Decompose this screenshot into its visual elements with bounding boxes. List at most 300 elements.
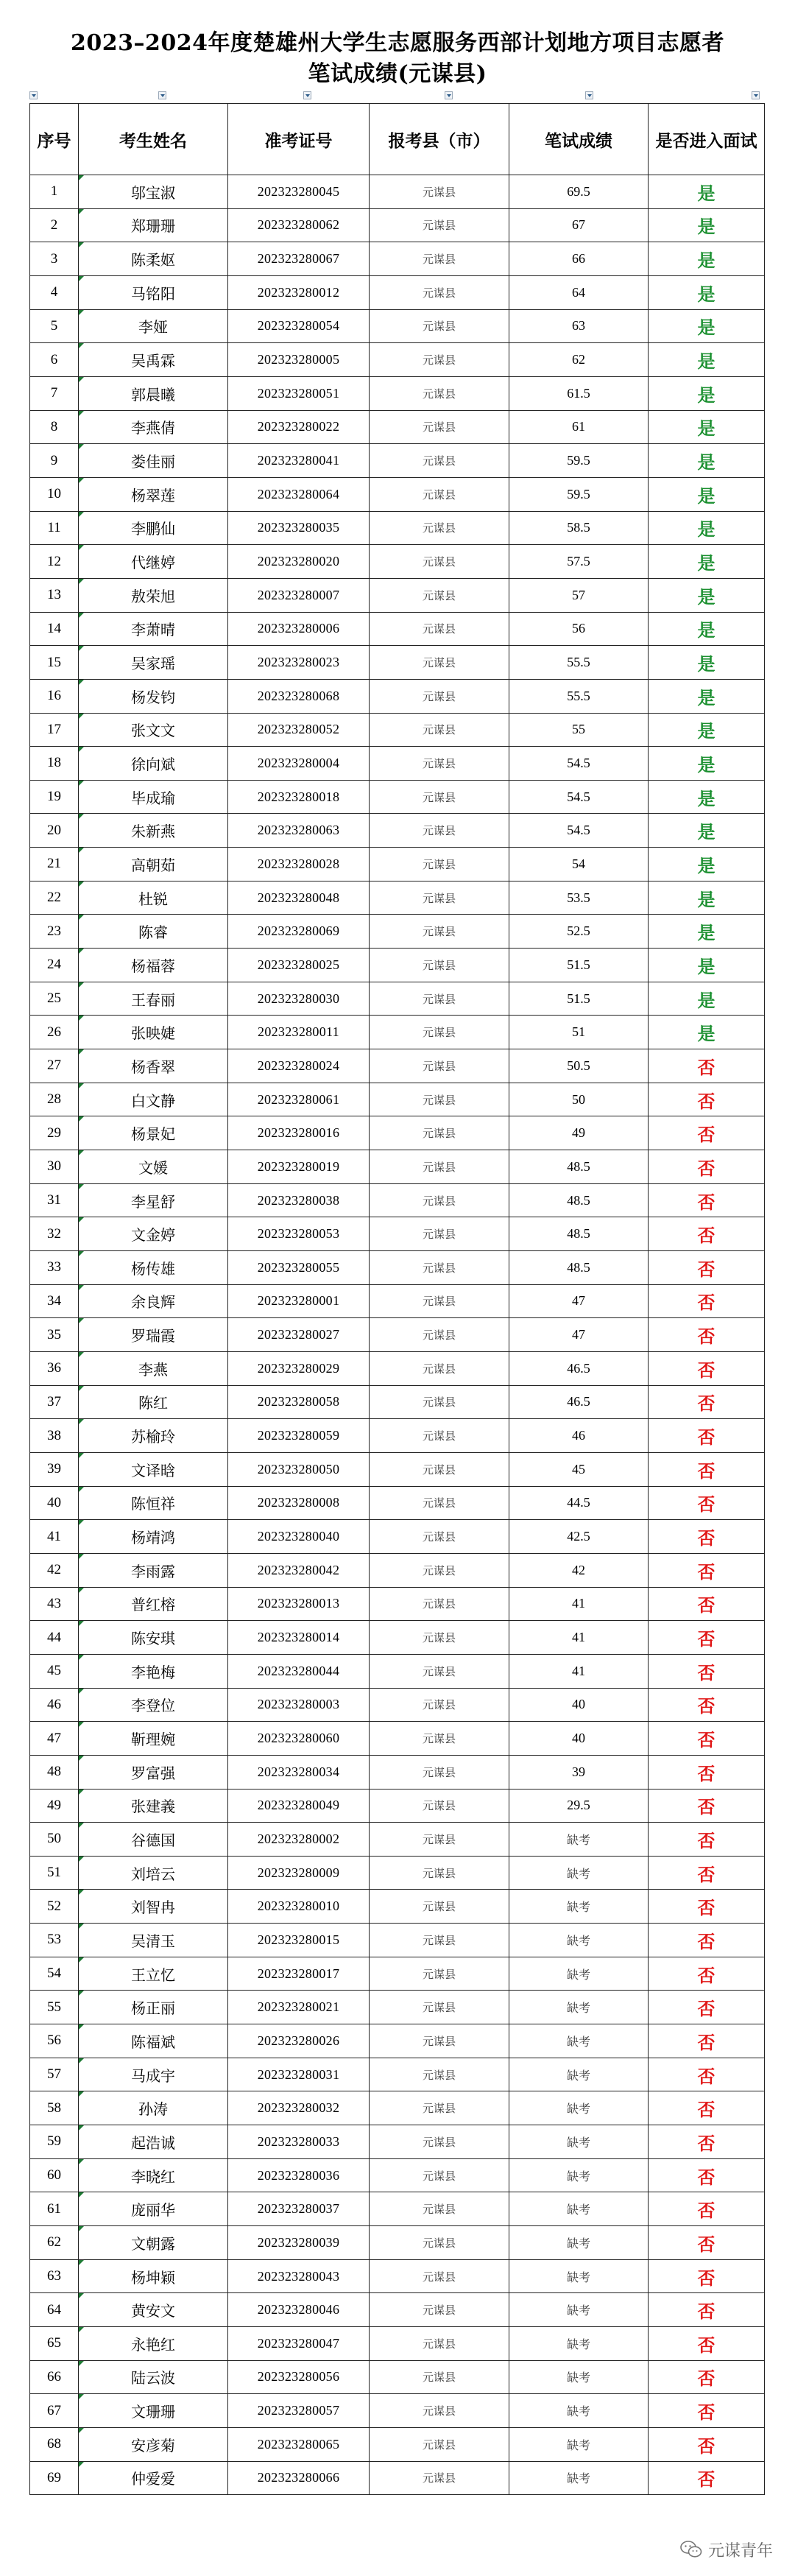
candidate-name: 杨靖鸿 bbox=[79, 1520, 228, 1554]
exam-number: 202323280017 bbox=[228, 1957, 370, 1991]
county-name: 元谋县 bbox=[370, 1890, 509, 1924]
table-row bbox=[30, 1486, 765, 1520]
interview-status: 否 bbox=[649, 1957, 765, 1991]
row-number: 44 bbox=[30, 1621, 79, 1655]
table-row bbox=[30, 1621, 765, 1655]
written-score: 54.5 bbox=[509, 814, 649, 848]
county-name: 元谋县 bbox=[370, 208, 509, 242]
exam-number: 202323280060 bbox=[228, 1722, 370, 1756]
table-row bbox=[30, 848, 765, 881]
exam-number: 202323280057 bbox=[228, 2394, 370, 2428]
county-name: 元谋县 bbox=[370, 1419, 509, 1453]
table-row bbox=[30, 2259, 765, 2293]
county-name: 元谋县 bbox=[370, 1183, 509, 1217]
document-subtitle: 笔试成绩(元谋县) bbox=[308, 61, 487, 87]
table-row bbox=[30, 309, 765, 343]
candidate-name: 仲爱爱 bbox=[79, 2461, 228, 2495]
exam-number: 202323280013 bbox=[228, 1587, 370, 1621]
table-row bbox=[30, 915, 765, 949]
candidate-name: 徐向斌 bbox=[79, 747, 228, 781]
table-row bbox=[30, 2394, 765, 2428]
interview-status: 否 bbox=[649, 2192, 765, 2226]
written-score: 51 bbox=[509, 1016, 649, 1049]
table-row bbox=[30, 376, 765, 410]
written-score: 51.5 bbox=[509, 949, 649, 982]
candidate-name: 王春丽 bbox=[79, 982, 228, 1016]
table-row bbox=[30, 1654, 765, 1688]
interview-status: 是 bbox=[649, 915, 765, 949]
written-score: 缺考 bbox=[509, 2360, 649, 2394]
row-number: 37 bbox=[30, 1385, 79, 1419]
candidate-name: 李娅 bbox=[79, 309, 228, 343]
table-row bbox=[30, 1284, 765, 1318]
written-score: 缺考 bbox=[509, 2091, 649, 2125]
row-number: 28 bbox=[30, 1083, 79, 1116]
row-number: 9 bbox=[30, 444, 79, 478]
written-score: 缺考 bbox=[509, 2125, 649, 2159]
county-name: 元谋县 bbox=[370, 949, 509, 982]
row-number: 23 bbox=[30, 915, 79, 949]
written-score: 缺考 bbox=[509, 2461, 649, 2495]
written-score: 48.5 bbox=[509, 1251, 649, 1285]
exam-number: 202323280069 bbox=[228, 915, 370, 949]
county-name: 元谋县 bbox=[370, 2327, 509, 2361]
interview-status: 否 bbox=[649, 1284, 765, 1318]
candidate-name: 庞丽华 bbox=[79, 2192, 228, 2226]
candidate-name: 余良辉 bbox=[79, 1284, 228, 1318]
candidate-name: 杨翠莲 bbox=[79, 477, 228, 511]
row-number: 47 bbox=[30, 1722, 79, 1756]
score-table bbox=[29, 103, 765, 2495]
candidate-name: 李雨露 bbox=[79, 1553, 228, 1587]
candidate-name: 吴禹霖 bbox=[79, 343, 228, 377]
written-score: 缺考 bbox=[509, 2259, 649, 2293]
written-score: 缺考 bbox=[509, 2024, 649, 2058]
written-score: 64 bbox=[509, 275, 649, 309]
written-score: 29.5 bbox=[509, 1789, 649, 1823]
exam-number: 202323280025 bbox=[228, 949, 370, 982]
document-title: 2023–2024年度楚雄州大学生志愿服务西部计划地方项目志愿者 bbox=[71, 30, 724, 56]
interview-status: 否 bbox=[649, 2461, 765, 2495]
table-row bbox=[30, 2461, 765, 2495]
table-row bbox=[30, 612, 765, 646]
exam-number: 202323280059 bbox=[228, 1419, 370, 1453]
table-row bbox=[30, 1016, 765, 1049]
row-number: 64 bbox=[30, 2293, 79, 2327]
written-score: 55.5 bbox=[509, 646, 649, 680]
interview-status: 否 bbox=[649, 1722, 765, 1756]
candidate-name: 李鹏仙 bbox=[79, 511, 228, 545]
written-score: 40 bbox=[509, 1688, 649, 1722]
written-score: 42 bbox=[509, 1553, 649, 1587]
interview-status: 是 bbox=[649, 343, 765, 377]
candidate-name: 普红榕 bbox=[79, 1587, 228, 1621]
written-score: 缺考 bbox=[509, 2192, 649, 2226]
interview-status: 是 bbox=[649, 511, 765, 545]
written-score: 57.5 bbox=[509, 545, 649, 579]
interview-status: 否 bbox=[649, 2226, 765, 2260]
candidate-name: 刘培云 bbox=[79, 1856, 228, 1890]
written-score: 缺考 bbox=[509, 2226, 649, 2260]
exam-number: 202323280066 bbox=[228, 2461, 370, 2495]
county-name: 元谋县 bbox=[370, 1621, 509, 1655]
table-row bbox=[30, 1049, 765, 1083]
row-number: 69 bbox=[30, 2461, 79, 2495]
account-watermark bbox=[680, 2536, 773, 2563]
interview-status: 否 bbox=[649, 2158, 765, 2192]
candidate-name: 邬宝淑 bbox=[79, 175, 228, 209]
row-number: 51 bbox=[30, 1856, 79, 1890]
table-row bbox=[30, 208, 765, 242]
candidate-name: 张映婕 bbox=[79, 1016, 228, 1049]
row-number: 36 bbox=[30, 1351, 79, 1385]
candidate-name: 苏榆玲 bbox=[79, 1419, 228, 1453]
written-score: 缺考 bbox=[509, 1957, 649, 1991]
candidate-name: 李燕 bbox=[79, 1351, 228, 1385]
exam-number: 202323280051 bbox=[228, 376, 370, 410]
table-row bbox=[30, 545, 765, 579]
exam-number: 202323280030 bbox=[228, 982, 370, 1016]
row-number: 52 bbox=[30, 1890, 79, 1924]
candidate-name: 李燕倩 bbox=[79, 410, 228, 444]
row-number: 58 bbox=[30, 2091, 79, 2125]
candidate-name: 孙涛 bbox=[79, 2091, 228, 2125]
table-row bbox=[30, 1722, 765, 1756]
row-number: 22 bbox=[30, 881, 79, 915]
row-number: 31 bbox=[30, 1183, 79, 1217]
filter-dropdown-icon[interactable] bbox=[752, 91, 760, 99]
county-name: 元谋县 bbox=[370, 1385, 509, 1419]
exam-number: 202323280065 bbox=[228, 2427, 370, 2461]
exam-number: 202323280016 bbox=[228, 1116, 370, 1150]
table-row bbox=[30, 477, 765, 511]
county-name: 元谋县 bbox=[370, 1116, 509, 1150]
exam-number: 202323280047 bbox=[228, 2327, 370, 2361]
table-row bbox=[30, 1789, 765, 1823]
candidate-name: 吴清玉 bbox=[79, 1924, 228, 1957]
row-number: 27 bbox=[30, 1049, 79, 1083]
county-name: 元谋县 bbox=[370, 444, 509, 478]
exam-number: 202323280026 bbox=[228, 2024, 370, 2058]
written-score: 缺考 bbox=[509, 1856, 649, 1890]
filter-dropdown-icon[interactable] bbox=[585, 91, 593, 99]
interview-status: 否 bbox=[649, 1856, 765, 1890]
row-number: 7 bbox=[30, 376, 79, 410]
written-score: 缺考 bbox=[509, 1890, 649, 1924]
row-number: 49 bbox=[30, 1789, 79, 1823]
interview-status: 否 bbox=[649, 1587, 765, 1621]
table-row bbox=[30, 1587, 765, 1621]
written-score: 缺考 bbox=[509, 1823, 649, 1857]
county-name: 元谋县 bbox=[370, 2394, 509, 2428]
interview-status: 是 bbox=[649, 949, 765, 982]
filter-dropdown-icon[interactable] bbox=[158, 91, 166, 99]
exam-number: 202323280015 bbox=[228, 1924, 370, 1957]
exam-number: 202323280008 bbox=[228, 1486, 370, 1520]
row-number: 25 bbox=[30, 982, 79, 1016]
interview-status: 否 bbox=[649, 2058, 765, 2091]
county-name: 元谋县 bbox=[370, 309, 509, 343]
county-name: 元谋县 bbox=[370, 1789, 509, 1823]
written-score: 缺考 bbox=[509, 2394, 649, 2428]
table-row bbox=[30, 2226, 765, 2260]
interview-status: 否 bbox=[649, 2259, 765, 2293]
county-name: 元谋县 bbox=[370, 1150, 509, 1184]
row-number: 40 bbox=[30, 1486, 79, 1520]
county-name: 元谋县 bbox=[370, 1957, 509, 1991]
watermark-text: 元谋青年 bbox=[707, 2541, 773, 2561]
candidate-name: 罗瑞霞 bbox=[79, 1318, 228, 1352]
written-score: 44.5 bbox=[509, 1486, 649, 1520]
interview-status: 是 bbox=[649, 982, 765, 1016]
exam-number: 202323280001 bbox=[228, 1284, 370, 1318]
written-score: 41 bbox=[509, 1621, 649, 1655]
candidate-name: 杨发钧 bbox=[79, 679, 228, 713]
exam-number: 202323280048 bbox=[228, 881, 370, 915]
row-number: 29 bbox=[30, 1116, 79, 1150]
candidate-name: 文朝露 bbox=[79, 2226, 228, 2260]
interview-status: 否 bbox=[649, 1890, 765, 1924]
row-number: 19 bbox=[30, 780, 79, 814]
row-number: 10 bbox=[30, 477, 79, 511]
exam-number: 202323280042 bbox=[228, 1553, 370, 1587]
exam-number: 202323280012 bbox=[228, 275, 370, 309]
county-name: 元谋县 bbox=[370, 242, 509, 276]
candidate-name: 陆云波 bbox=[79, 2360, 228, 2394]
exam-number: 202323280032 bbox=[228, 2091, 370, 2125]
table-row bbox=[30, 713, 765, 747]
interview-status: 否 bbox=[649, 2125, 765, 2159]
row-number: 8 bbox=[30, 410, 79, 444]
county-name: 元谋县 bbox=[370, 2226, 509, 2260]
interview-status: 否 bbox=[649, 1116, 765, 1150]
table-row bbox=[30, 1924, 765, 1957]
row-number: 15 bbox=[30, 646, 79, 680]
written-score: 46.5 bbox=[509, 1385, 649, 1419]
exam-number: 202323280039 bbox=[228, 2226, 370, 2260]
county-name: 元谋县 bbox=[370, 1016, 509, 1049]
candidate-name: 永艳红 bbox=[79, 2327, 228, 2361]
candidate-name: 文媛 bbox=[79, 1150, 228, 1184]
table-row bbox=[30, 2091, 765, 2125]
table-header-row bbox=[30, 104, 765, 175]
county-name: 元谋县 bbox=[370, 545, 509, 579]
exam-number: 202323280006 bbox=[228, 612, 370, 646]
exam-number: 202323280035 bbox=[228, 511, 370, 545]
county-name: 元谋县 bbox=[370, 1722, 509, 1756]
table-row bbox=[30, 1083, 765, 1116]
candidate-name: 郭晨曦 bbox=[79, 376, 228, 410]
table-row bbox=[30, 1856, 765, 1890]
table-row bbox=[30, 343, 765, 377]
county-name: 元谋县 bbox=[370, 1991, 509, 2024]
interview-status: 是 bbox=[649, 679, 765, 713]
county-name: 元谋县 bbox=[370, 2024, 509, 2058]
interview-status: 是 bbox=[649, 713, 765, 747]
candidate-name: 李晓红 bbox=[79, 2158, 228, 2192]
filter-dropdown-icon[interactable] bbox=[29, 91, 38, 99]
table-row bbox=[30, 2125, 765, 2159]
table-row bbox=[30, 1520, 765, 1554]
interview-status: 否 bbox=[649, 1553, 765, 1587]
row-number: 50 bbox=[30, 1823, 79, 1857]
interview-status: 否 bbox=[649, 1385, 765, 1419]
exam-number: 202323280055 bbox=[228, 1251, 370, 1285]
row-number: 60 bbox=[30, 2158, 79, 2192]
candidate-name: 黄安文 bbox=[79, 2293, 228, 2327]
written-score: 49 bbox=[509, 1116, 649, 1150]
interview-status: 否 bbox=[649, 1049, 765, 1083]
candidate-name: 李艳梅 bbox=[79, 1654, 228, 1688]
written-score: 40 bbox=[509, 1722, 649, 1756]
row-number: 35 bbox=[30, 1318, 79, 1352]
interview-status: 是 bbox=[649, 477, 765, 511]
exam-number: 202323280031 bbox=[228, 2058, 370, 2091]
exam-number: 202323280045 bbox=[228, 175, 370, 209]
row-number: 5 bbox=[30, 309, 79, 343]
exam-number: 202323280068 bbox=[228, 679, 370, 713]
written-score: 缺考 bbox=[509, 2158, 649, 2192]
table-row bbox=[30, 949, 765, 982]
county-name: 元谋县 bbox=[370, 2293, 509, 2327]
county-name: 元谋县 bbox=[370, 2259, 509, 2293]
candidate-name: 陈恒祥 bbox=[79, 1486, 228, 1520]
written-score: 54 bbox=[509, 848, 649, 881]
row-number: 26 bbox=[30, 1016, 79, 1049]
county-name: 元谋县 bbox=[370, 1924, 509, 1957]
interview-status: 是 bbox=[649, 545, 765, 579]
county-name: 元谋县 bbox=[370, 1755, 509, 1789]
county-name: 元谋县 bbox=[370, 1284, 509, 1318]
exam-number: 202323280027 bbox=[228, 1318, 370, 1352]
row-number: 34 bbox=[30, 1284, 79, 1318]
row-number: 46 bbox=[30, 1688, 79, 1722]
written-score: 39 bbox=[509, 1755, 649, 1789]
table-row bbox=[30, 1957, 765, 1991]
interview-status: 是 bbox=[649, 612, 765, 646]
candidate-name: 文译晗 bbox=[79, 1452, 228, 1486]
county-name: 元谋县 bbox=[370, 646, 509, 680]
row-number: 17 bbox=[30, 713, 79, 747]
interview-status: 否 bbox=[649, 1351, 765, 1385]
written-score: 41 bbox=[509, 1587, 649, 1621]
written-score: 50.5 bbox=[509, 1049, 649, 1083]
table-row bbox=[30, 410, 765, 444]
interview-status: 否 bbox=[649, 1621, 765, 1655]
county-name: 元谋县 bbox=[370, 982, 509, 1016]
candidate-name: 吴家瑶 bbox=[79, 646, 228, 680]
county-name: 元谋县 bbox=[370, 2058, 509, 2091]
candidate-name: 起浩诚 bbox=[79, 2125, 228, 2159]
row-number: 65 bbox=[30, 2327, 79, 2361]
interview-status: 否 bbox=[649, 2427, 765, 2461]
written-score: 55.5 bbox=[509, 679, 649, 713]
interview-status: 否 bbox=[649, 1318, 765, 1352]
written-score: 63 bbox=[509, 309, 649, 343]
candidate-name: 罗富强 bbox=[79, 1755, 228, 1789]
interview-status: 否 bbox=[649, 1452, 765, 1486]
exam-number: 202323280009 bbox=[228, 1856, 370, 1890]
row-number: 3 bbox=[30, 242, 79, 276]
exam-number: 202323280041 bbox=[228, 444, 370, 478]
filter-dropdown-icon[interactable] bbox=[303, 91, 311, 99]
row-number: 67 bbox=[30, 2394, 79, 2428]
table-row bbox=[30, 1823, 765, 1857]
county-name: 元谋县 bbox=[370, 410, 509, 444]
exam-number: 202323280029 bbox=[228, 1351, 370, 1385]
exam-number: 202323280023 bbox=[228, 646, 370, 680]
county-name: 元谋县 bbox=[370, 343, 509, 377]
exam-number: 202323280064 bbox=[228, 477, 370, 511]
county-name: 元谋县 bbox=[370, 2192, 509, 2226]
interview-status: 否 bbox=[649, 1150, 765, 1184]
county-name: 元谋县 bbox=[370, 1318, 509, 1352]
written-score: 45 bbox=[509, 1452, 649, 1486]
table-row bbox=[30, 511, 765, 545]
interview-status: 否 bbox=[649, 2091, 765, 2125]
candidate-name: 陈安琪 bbox=[79, 1621, 228, 1655]
table-row bbox=[30, 1890, 765, 1924]
candidate-name: 杨景妃 bbox=[79, 1116, 228, 1150]
exam-number: 202323280062 bbox=[228, 208, 370, 242]
table-row bbox=[30, 2192, 765, 2226]
candidate-name: 朱新燕 bbox=[79, 814, 228, 848]
interview-status: 否 bbox=[649, 1688, 765, 1722]
written-score: 47 bbox=[509, 1284, 649, 1318]
candidate-name: 杨香翠 bbox=[79, 1049, 228, 1083]
row-number: 2 bbox=[30, 208, 79, 242]
table-row bbox=[30, 242, 765, 276]
exam-number: 202323280052 bbox=[228, 713, 370, 747]
written-score: 62 bbox=[509, 343, 649, 377]
exam-number: 202323280043 bbox=[228, 2259, 370, 2293]
interview-status: 是 bbox=[649, 578, 765, 612]
table-row bbox=[30, 2158, 765, 2192]
written-score: 51.5 bbox=[509, 982, 649, 1016]
candidate-name: 陈福斌 bbox=[79, 2024, 228, 2058]
exam-number: 202323280021 bbox=[228, 1991, 370, 2024]
column-header-exam-id: 准考证号 bbox=[228, 104, 370, 175]
table-row bbox=[30, 780, 765, 814]
county-name: 元谋县 bbox=[370, 477, 509, 511]
county-name: 元谋县 bbox=[370, 2125, 509, 2159]
interview-status: 否 bbox=[649, 1251, 765, 1285]
exam-number: 202323280011 bbox=[228, 1016, 370, 1049]
row-number: 45 bbox=[30, 1654, 79, 1688]
interview-status: 否 bbox=[649, 1823, 765, 1857]
written-score: 53.5 bbox=[509, 881, 649, 915]
county-name: 元谋县 bbox=[370, 1083, 509, 1116]
interview-status: 否 bbox=[649, 1486, 765, 1520]
candidate-name: 高朝茹 bbox=[79, 848, 228, 881]
row-number: 68 bbox=[30, 2427, 79, 2461]
filter-dropdown-icon[interactable] bbox=[445, 91, 453, 99]
table-row bbox=[30, 1318, 765, 1352]
row-number: 41 bbox=[30, 1520, 79, 1554]
candidate-name: 张建義 bbox=[79, 1789, 228, 1823]
exam-number: 202323280050 bbox=[228, 1452, 370, 1486]
candidate-name: 文珊珊 bbox=[79, 2394, 228, 2428]
filter-button-row bbox=[29, 91, 764, 102]
county-name: 元谋县 bbox=[370, 2461, 509, 2495]
candidate-name: 杜锐 bbox=[79, 881, 228, 915]
written-score: 48.5 bbox=[509, 1217, 649, 1251]
table-row bbox=[30, 1251, 765, 1285]
interview-status: 否 bbox=[649, 1083, 765, 1116]
written-score: 67 bbox=[509, 208, 649, 242]
interview-status: 否 bbox=[649, 2293, 765, 2327]
table-row bbox=[30, 679, 765, 713]
